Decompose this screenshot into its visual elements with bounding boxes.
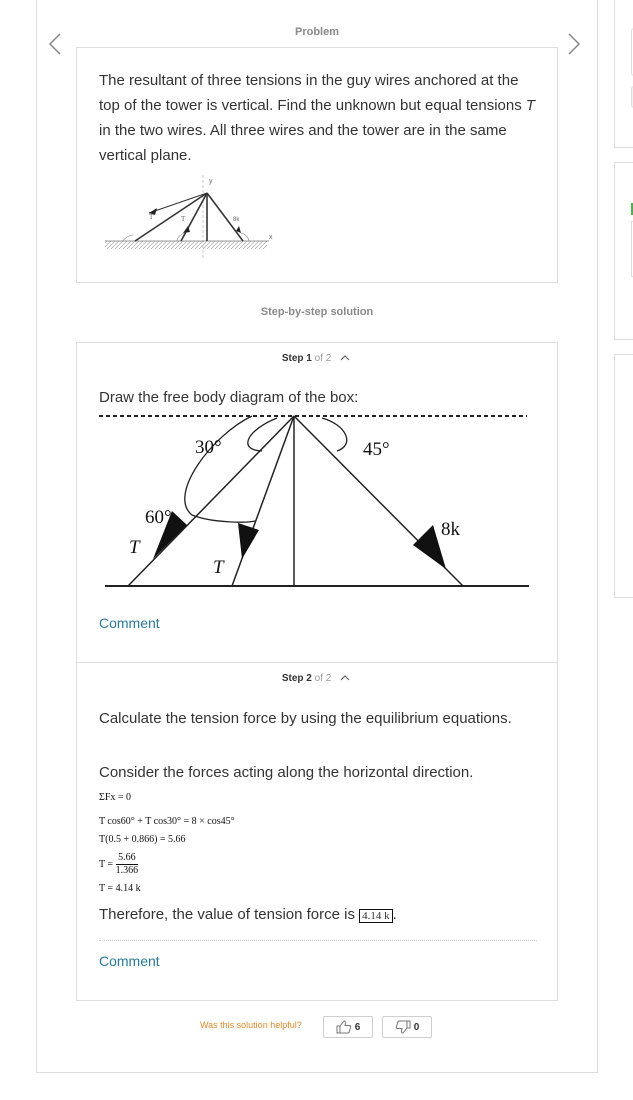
step-2-conclusion: Therefore, the value of tension force is 4.14 k .: [99, 906, 397, 923]
sidebar-card-top: [614, 0, 633, 148]
thumbs-down-count: 0: [413, 1021, 420, 1033]
step-1-comment-link[interactable]: Comment: [99, 615, 160, 631]
free-body-diagram: [97, 405, 537, 591]
equation-sum-fx: ΣFx = 0: [99, 792, 132, 803]
equation-result: T = 4.14 k: [99, 883, 141, 894]
problem-card: [76, 47, 558, 283]
problem-heading: Problem: [294, 26, 339, 38]
problem-statement: The resultant of three tensions in the guy wires anchored at the top of the tower is vertical. Find the unknown but equal tensions T in the two wires. All three wires and the tower are in the same vertical plane.: [99, 72, 536, 164]
svg-text:T: T: [129, 537, 140, 558]
chevron-up-icon[interactable]: [338, 674, 352, 682]
step-divider: [77, 662, 557, 663]
svg-text:60°: 60°: [145, 507, 172, 528]
svg-text:30°: 30°: [195, 437, 222, 458]
svg-text:8k: 8k: [441, 519, 460, 540]
step-2-text-intro: Calculate the tension force by using the equilibrium equations.: [99, 710, 512, 727]
svg-text:T: T: [213, 557, 224, 578]
solution-heading: Step-by-step solution: [260, 306, 374, 318]
svg-text:T: T: [181, 215, 186, 223]
svg-text:y: y: [209, 178, 213, 185]
sidebar-card-middle: [614, 162, 633, 340]
equation-components: T cos60° + T cos30° = 8 × cos45°: [99, 816, 235, 827]
equation-factored: T(0.5 + 0.866) = 5.66: [99, 834, 186, 845]
svg-text:45°: 45°: [363, 439, 390, 460]
step-2-header[interactable]: Step 2 of 2: [77, 673, 557, 684]
equation-fraction: T = $\frac{5.66}{1.366}$: [99, 852, 139, 876]
svg-text:8k: 8k: [233, 217, 240, 223]
sidebar-card-bottom: [614, 354, 633, 598]
thumbs-down-button[interactable]: [382, 1016, 432, 1038]
thumbs-up-icon: [336, 1020, 352, 1034]
svg-text:T: T: [149, 213, 154, 221]
step-2-comment-link[interactable]: Comment: [99, 953, 160, 969]
helpful-question: Was this solution helpful?: [200, 1020, 302, 1030]
thumbs-up-button[interactable]: [323, 1016, 373, 1038]
steps-card: [76, 342, 558, 1001]
problem-figure: [103, 173, 278, 263]
svg-text:x: x: [269, 234, 273, 241]
answer-box: 4.14 k: [359, 909, 393, 923]
step-1-text: Draw the free body diagram of the box:: [99, 389, 359, 406]
thumbs-up-count: 6: [354, 1021, 361, 1033]
step-2-text-direction: Consider the forces acting along the horizontal direction.: [99, 764, 474, 781]
dotted-divider: [99, 940, 537, 941]
step-1-header[interactable]: Step 1 of 2: [77, 353, 557, 364]
chevron-up-icon[interactable]: [338, 354, 352, 362]
thumbs-down-icon: [395, 1020, 411, 1034]
